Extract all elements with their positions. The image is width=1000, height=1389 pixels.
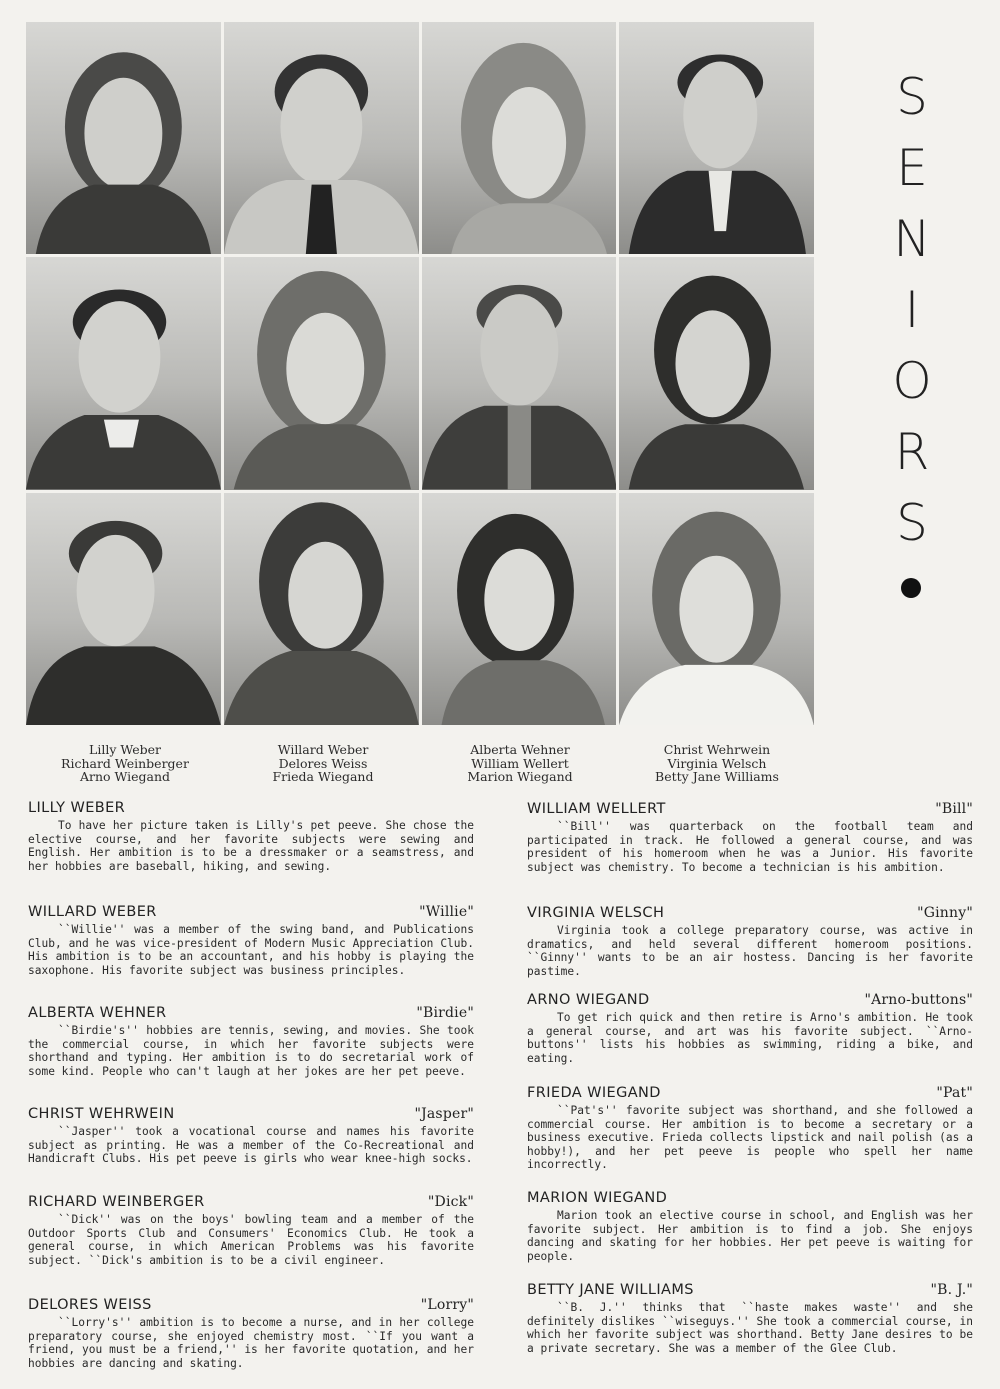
bio-text: ``Willie'' was a member of the swing band, and Publications Club, and he was vice-president of Modern Music Appreciation Club. His ambition is to be an accountant, and his hobby is playing the saxophone. His favorite subject was business principles. bbox=[28, 923, 474, 977]
nickname: "Arno-buttons" bbox=[864, 992, 973, 1008]
student-name: WILLARD WEBER bbox=[28, 904, 157, 920]
student-name: DELORES WEISS bbox=[28, 1297, 152, 1313]
caption-name: Betty Jane Williams bbox=[655, 769, 779, 784]
bio-text: ``B. J.'' thinks that ``haste makes waste'' and she definitely dislikes ``wiseguys.'' She took a commercial course, in which her favorite subject was shorthand. Betty Jane desires to be a private secretary. She was a member of the Glee Club. bbox=[527, 1301, 973, 1355]
bullet-dot bbox=[901, 578, 921, 598]
nickname: "Lorry" bbox=[420, 1297, 474, 1313]
caption-name: Richard Weinberger bbox=[61, 755, 189, 771]
portrait-betty-jane-williams bbox=[619, 493, 814, 725]
bio-text: Virginia took a college preparatory course, was active in dramatics, and held several different homeroom positions. ``Ginny'' wants to be an air hostess. Dancing is her favorite pastime. bbox=[527, 924, 973, 978]
caption-name: Marion Wiegand bbox=[467, 769, 573, 784]
student-name: ALBERTA WEHNER bbox=[28, 1005, 167, 1021]
caption-column-3 bbox=[420, 743, 620, 784]
portrait-virginia-welsch bbox=[619, 257, 814, 489]
bio-text: ``Jasper'' took a vocational course and names his favorite subject as printing. He was a member of the Co-Recreational and Handicraft Clubs. His pet peeve is girls who wear knee-high socks. bbox=[28, 1125, 474, 1165]
bio-text: ``Birdie's'' hobbies are tennis, sewing, and movies. She took the commercial course, in which her favorite subjects were shorthand and typing. Her ambition is to do secretarial work of some kind. People who can't laugh at her jokes are her pet peeve. bbox=[28, 1024, 474, 1078]
seniors-vertical-title bbox=[880, 62, 944, 559]
nickname: "B. J." bbox=[930, 1282, 973, 1298]
student-name: FRIEDA WIEGAND bbox=[527, 1085, 661, 1101]
student-name: VIRGINIA WELSCH bbox=[527, 905, 665, 921]
bio-text: ``Bill'' was quarterback on the football team and participated in track. He followed a general course, and was president of his homeroom when he was a Junior. His favorite subject was chemistry. To become a technician is his ambition. bbox=[527, 820, 973, 874]
caption-name: Alberta Wehner bbox=[470, 742, 570, 757]
nickname: "Birdie" bbox=[416, 1005, 474, 1021]
portrait-alberta-wehner bbox=[422, 22, 617, 254]
title-letter: S bbox=[896, 494, 928, 552]
bio-entry bbox=[527, 989, 973, 1082]
student-name: CHRIST WEHRWEIN bbox=[28, 1106, 175, 1122]
bio-text: ``Lorry's'' ambition is to become a nurse, and in her college preparatory course, she enjoyed chemistry most. ``If you want a friend, you must be a friend,'' is her favorite quotation, and her hobbies are dancing and skating. bbox=[28, 1316, 474, 1370]
portrait-william-wellert bbox=[422, 257, 617, 489]
title-letter: N bbox=[893, 210, 931, 268]
bio-text: ``Dick'' was on the boys' bowling team and a member of the Outdoor Sports Club and Consumers' Economics Club. He took a general course, in which American Problems was his favorite subject. ``Dick's ambition is to be a civil engineer. bbox=[28, 1213, 474, 1267]
bio-entry bbox=[28, 1103, 474, 1191]
nickname: "Ginny" bbox=[917, 905, 973, 921]
bio-text: Marion took an elective course in school, and English was her favorite subject. Her ambition is to find a job. She enjoys dancing and skating for her hobbies. Her pet peeve is waiting for people. bbox=[527, 1209, 973, 1263]
portrait-grid bbox=[26, 22, 814, 725]
bio-entry bbox=[28, 1002, 474, 1103]
nickname: "Pat" bbox=[936, 1085, 973, 1101]
caption-column-1 bbox=[25, 743, 225, 784]
caption-name: Virginia Welsch bbox=[667, 755, 767, 771]
bio-entry bbox=[527, 1082, 973, 1187]
nickname: "Willie" bbox=[419, 904, 474, 920]
title-letter: S bbox=[896, 68, 928, 126]
portrait-willard-weber bbox=[224, 22, 419, 254]
caption-name: Christ Wehrwein bbox=[663, 742, 771, 757]
biography-column-right bbox=[527, 798, 973, 1371]
caption-column-4 bbox=[617, 743, 817, 784]
title-letter: R bbox=[894, 423, 930, 481]
nickname: "Dick" bbox=[427, 1194, 474, 1210]
bio-entry bbox=[28, 901, 474, 1002]
student-name: MARION WIEGAND bbox=[527, 1190, 668, 1206]
title-letter: E bbox=[896, 139, 928, 197]
portrait-christ-wehrwein bbox=[619, 22, 814, 254]
student-name: ARNO WIEGAND bbox=[527, 992, 650, 1008]
caption-column-2 bbox=[223, 743, 423, 784]
bio-text: To have her picture taken is Lilly's pet peeve. She chose the elective course, and her favorite subjects were sewing and English. Her ambition is to be a dressmaker or a seamstress, and her hobbies are baseball, hiking, and sewing. bbox=[28, 819, 474, 873]
bio-text: To get rich quick and then retire is Arno's ambition. He took a general course, and art was his favorite subject. ``Arno-buttons'' lists his hobbies as swimming, riding a bike, and eating. bbox=[527, 1011, 973, 1065]
caption-name: Delores Weiss bbox=[278, 755, 368, 771]
caption-name: Willard Weber bbox=[277, 742, 369, 757]
caption-name: Arno Wiegand bbox=[79, 769, 171, 784]
portrait-lilly-weber bbox=[26, 22, 221, 254]
bio-entry bbox=[28, 797, 474, 901]
caption-name: Lilly Weber bbox=[89, 742, 161, 757]
caption-name: Frieda Wiegand bbox=[272, 769, 374, 784]
student-name: BETTY JANE WILLIAMS bbox=[527, 1282, 694, 1298]
bio-entry bbox=[527, 798, 973, 902]
bio-entry bbox=[527, 902, 973, 989]
bio-entry bbox=[28, 1294, 474, 1372]
nickname: "Jasper" bbox=[414, 1106, 474, 1122]
portrait-marion-wiegand bbox=[422, 493, 617, 725]
title-letter: I bbox=[904, 281, 920, 339]
bio-entry bbox=[28, 1191, 474, 1294]
portrait-arno-wiegand bbox=[26, 493, 221, 725]
caption-name: William Wellert bbox=[471, 755, 569, 771]
portrait-richard-weinberger bbox=[26, 257, 221, 489]
title-letter: O bbox=[892, 352, 932, 410]
bio-entry bbox=[527, 1279, 973, 1371]
bio-text: ``Pat's'' favorite subject was shorthand, and she followed a commercial course. Her ambition is to become a secretary or a business executive. Frieda collects lipstick and nail polish (as a hobby!), and her pet peeve is people who spell her name incorrectly. bbox=[527, 1104, 973, 1171]
biography-column-left bbox=[28, 797, 474, 1372]
student-name: RICHARD WEINBERGER bbox=[28, 1194, 205, 1210]
student-name: WILLIAM WELLERT bbox=[527, 801, 666, 817]
portrait-frieda-wiegand bbox=[224, 493, 419, 725]
nickname: "Bill" bbox=[935, 801, 973, 817]
portrait-delores-weiss bbox=[224, 257, 419, 489]
student-name: LILLY WEBER bbox=[28, 800, 126, 816]
bio-entry bbox=[527, 1187, 973, 1279]
